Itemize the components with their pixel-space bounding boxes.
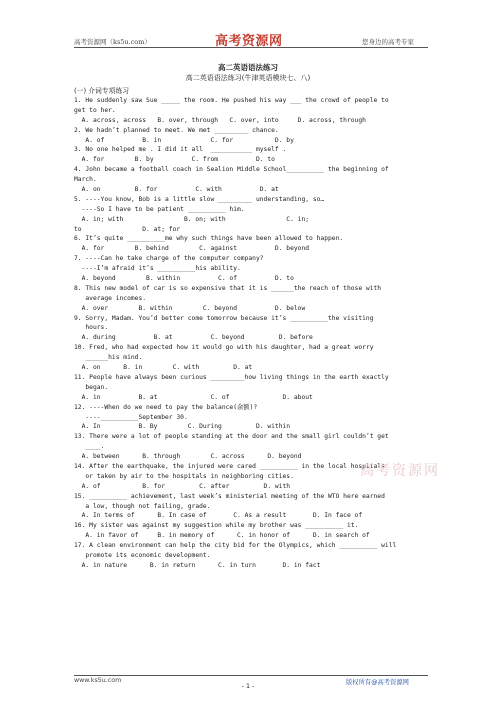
exercise-line: 3. No one helped me . I did it all ___________ myself .	[74, 146, 287, 154]
header-slogan: 您身边的高考专家	[362, 38, 414, 46]
exercise-line: 11. People have always been curious _________how living things in the earth exactly	[74, 373, 389, 381]
exercise-line: 1. He suddenly saw Sue _____ the room. He pushed his way ___ the crowd of people to	[74, 97, 389, 104]
exercise-line: A. in nature B. in return C. in turn D. in fact	[74, 561, 321, 569]
exercise-line: promote its economic development.	[74, 551, 211, 559]
exercise-line: average incomes.	[74, 294, 147, 302]
exercise-line: 9. Sorry, Madam. You’d better come tomorrow because it’s __________the visiting	[74, 314, 374, 322]
exercise-line: A. in; with B. on; with C. in;	[74, 215, 310, 223]
exercise-line: ____.	[74, 443, 105, 451]
exercise-line: ----__________September 30.	[74, 413, 188, 421]
exercise-line: 16. My sister was against my suggestion while my brother was __________ it.	[74, 522, 359, 530]
exercise-line: A. In B. By C. During D. within	[74, 423, 291, 431]
exercise-body	[74, 96, 436, 571]
exercise-line: A. between B. through C. across D. beyond	[74, 453, 302, 461]
exercise-line: March.	[74, 176, 97, 184]
document-subtitle: 高二英语语法练习(牛津英语模块七、八)	[185, 74, 311, 82]
section-heading: (一) 介词专项练习	[74, 87, 130, 95]
header-logo: 高考资源网	[215, 34, 283, 49]
page-number: - 1 -	[241, 683, 255, 690]
exercise-line: 6. It’s quite __________me why such things have been allowed to happen.	[74, 235, 344, 243]
exercise-line: A. of B. in C. for D. by	[74, 136, 294, 144]
exercise-line: 5. ----You know, Bob is a little slow _________ understanding, so…	[74, 195, 325, 203]
exercise-line: 13. There were a lot of people standing at the door and the small girl couldn’t get	[74, 433, 389, 441]
exercise-line: A. for B. behind C. against D. beyond	[74, 245, 310, 253]
exercise-line: ----I’m afraid it’s __________his ability.	[74, 265, 241, 273]
exercise-line: A. in B. at C. of D. about	[74, 393, 313, 401]
exercise-line: ----So I have to be patient __________ him.	[74, 205, 245, 213]
exercise-line: A. over B. within C. beyond D. below	[74, 304, 306, 312]
exercise-line: 17. A clean environment can help the city bid for the Olympics, which __________ will	[74, 542, 397, 550]
exercise-line: to D. at; for	[74, 225, 181, 233]
exercise-line: ______his mind.	[74, 354, 143, 362]
watermark-logo: 高考资源网	[360, 463, 440, 479]
exercise-line: 7. ----Can he take charge of the computer company?	[74, 255, 264, 263]
header-rule	[74, 47, 428, 48]
exercise-line: 2. We hadn’t planned to meet. We met _________ chance.	[74, 126, 279, 134]
exercise-line: A. for B. by C. from D. to	[74, 156, 275, 164]
exercise-line: 14. After the earthquake, the injured were cared __________ in the local hospitals	[74, 462, 385, 470]
exercise-line: A. on B. in C. with D. at	[74, 364, 253, 372]
exercise-line: A. In terms of B. In case of C. As a result D. In face of	[74, 512, 363, 520]
exercise-line: or taken by air to the hospitals in neighboring cities.	[74, 472, 294, 480]
exercise-line: 8. This new model of car is so expensive that it is ______the reach of those with	[74, 284, 382, 292]
exercise-line: get to her.	[74, 106, 116, 114]
footer-copyright: 版权所有@高考资源网	[346, 679, 409, 686]
header-site-name: 高考资源网（ks5u.com）	[74, 38, 151, 46]
exercise-line: A. in favor of B. in memory of C. in honor of D. in search of	[74, 532, 370, 540]
exercise-line: 15. __________ achievement, last week’s ministerial meeting of the WTO here earned	[74, 492, 385, 500]
exercise-line: 12. ----When do we need to pay the balance(余额)?	[74, 403, 258, 411]
exercise-line: began.	[74, 383, 109, 391]
footer-rule	[74, 675, 428, 676]
footer-url: www.ks5u.com	[74, 677, 122, 684]
exercise-line: A. on B. for C. with D. at	[74, 186, 279, 194]
exercise-line: A. beyond B. within C. of D. to	[74, 275, 294, 283]
exercise-line: 4. John became a football coach in Sealion Middle School__________ the beginning of	[74, 166, 389, 174]
exercise-line: hours.	[74, 324, 109, 332]
document-title: 高二英语语法练习	[218, 63, 278, 72]
exercise-line: 10. Fred, who had expected how it would go with his daughter, had a great worry	[74, 344, 374, 352]
exercise-line: A. during B. at C. beyond D. before	[74, 334, 313, 342]
exercise-line: A. of B. for C. after D. with	[74, 482, 291, 490]
exercise-line: A. across, across B. over, through C. over, into D. across, through	[74, 116, 366, 124]
exercise-line: a low, though not failing, grade.	[74, 502, 211, 510]
